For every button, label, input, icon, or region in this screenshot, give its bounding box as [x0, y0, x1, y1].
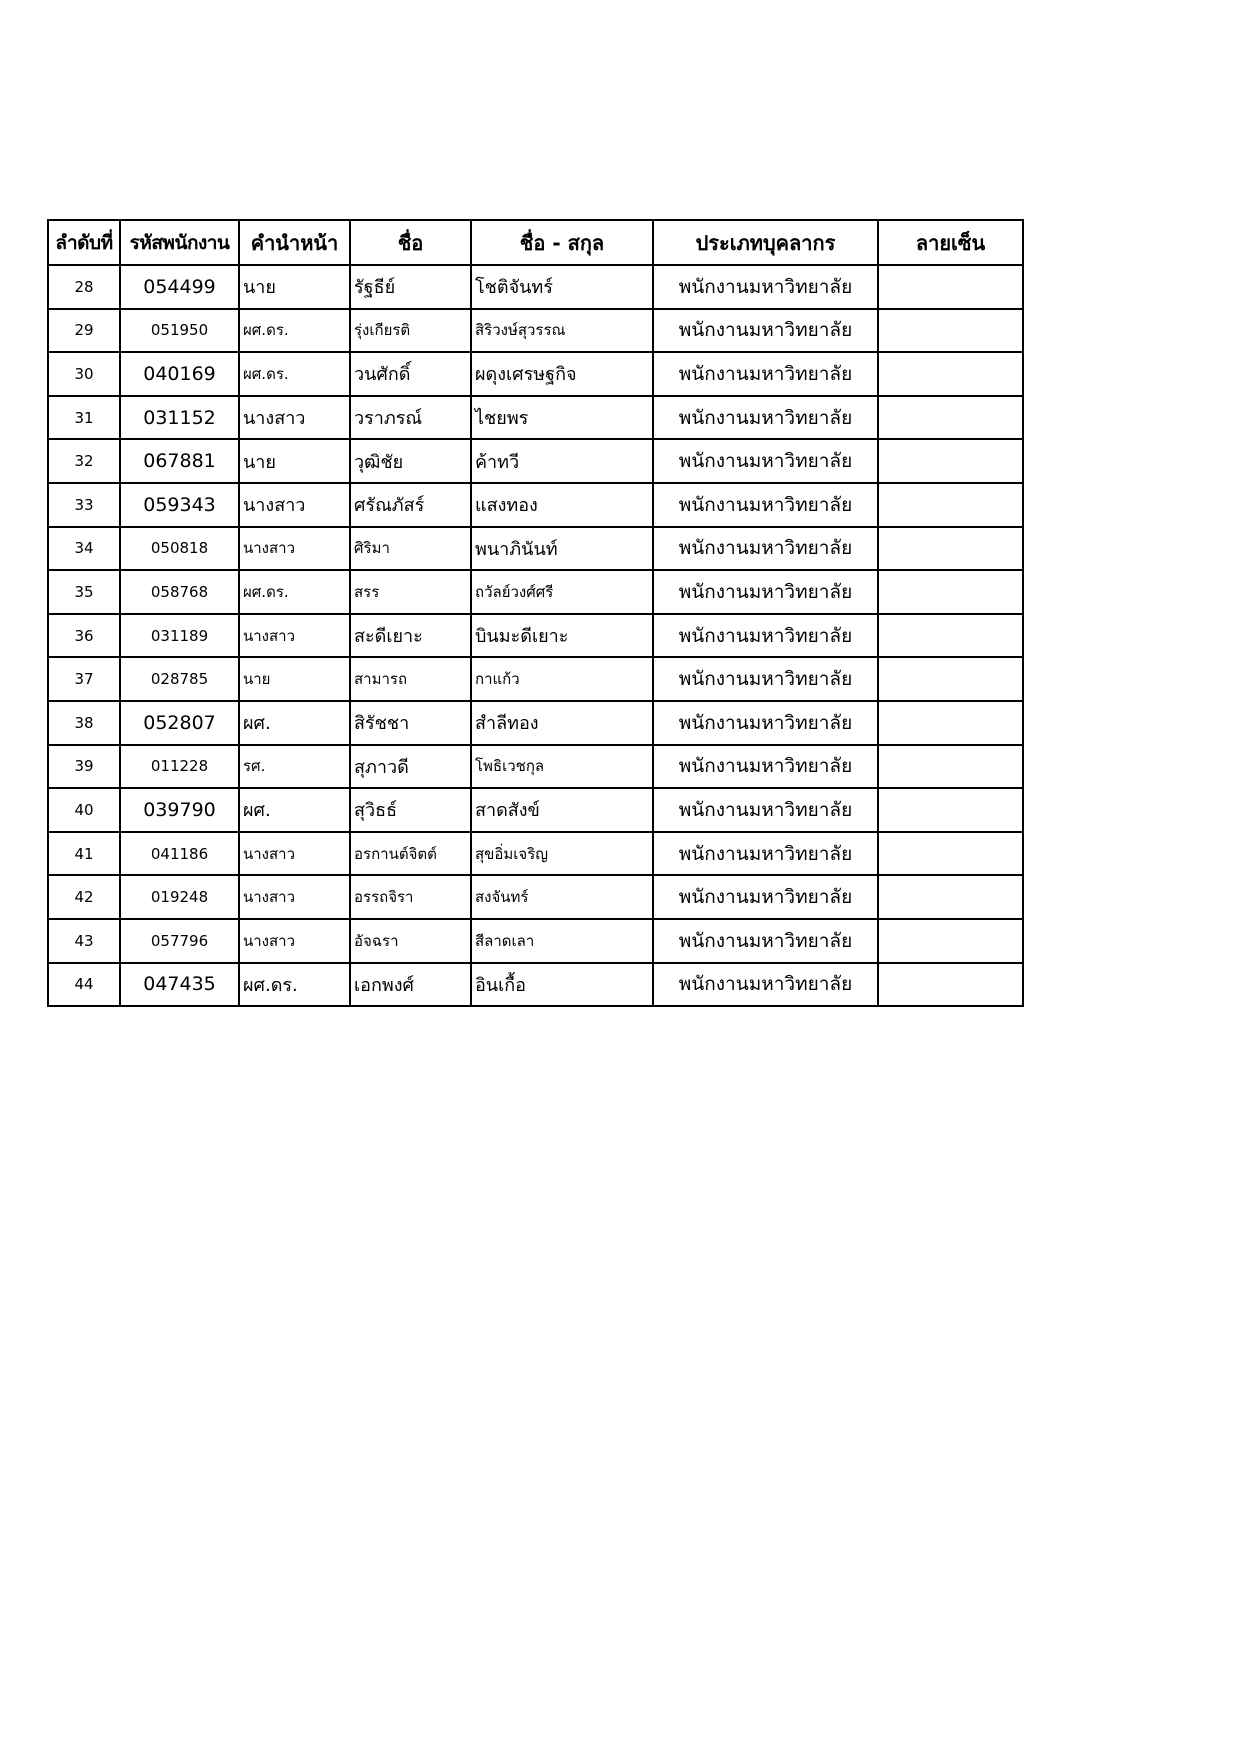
table-row — [48, 701, 1023, 745]
cell-personnel-type: พนักงานมหาวิทยาลัย — [653, 788, 878, 832]
cell-signature[interactable] — [878, 614, 1023, 658]
cell-signature[interactable] — [878, 527, 1023, 571]
table-row — [48, 788, 1023, 832]
cell-personnel-type: พนักงานมหาวิทยาลัย — [653, 919, 878, 963]
cell-signature[interactable] — [878, 788, 1023, 832]
cell-personnel-type: พนักงานมหาวิทยาลัย — [653, 483, 878, 527]
cell-personnel-type: พนักงานมหาวิทยาลัย — [653, 527, 878, 571]
cell-first-name: สะดีเยาะ — [350, 614, 471, 658]
table-row — [48, 352, 1023, 396]
header-title-prefix: คำนำหน้า — [239, 220, 350, 265]
cell-sequence-number: 28 — [48, 265, 120, 309]
cell-personnel-type: พนักงานมหาวิทยาลัย — [653, 657, 878, 701]
cell-title-prefix: ผศ.ดร. — [239, 963, 350, 1007]
header-personnel-type: ประเภทบุคลากร — [653, 220, 878, 265]
cell-last-name: สิริวงษ์สุวรรณ — [471, 309, 653, 353]
cell-title-prefix: ผศ. — [239, 788, 350, 832]
cell-employee-code: 019248 — [120, 875, 239, 919]
cell-sequence-number: 43 — [48, 919, 120, 963]
cell-last-name: ผดุงเศรษฐกิจ — [471, 352, 653, 396]
table-body — [48, 265, 1023, 1006]
table-row — [48, 745, 1023, 789]
cell-last-name: สีลาดเลา — [471, 919, 653, 963]
cell-sequence-number: 44 — [48, 963, 120, 1007]
cell-signature[interactable] — [878, 352, 1023, 396]
cell-last-name: กาแก้ว — [471, 657, 653, 701]
cell-title-prefix: ผศ. — [239, 701, 350, 745]
cell-employee-code: 059343 — [120, 483, 239, 527]
cell-employee-code: 031189 — [120, 614, 239, 658]
cell-personnel-type: พนักงานมหาวิทยาลัย — [653, 701, 878, 745]
cell-signature[interactable] — [878, 919, 1023, 963]
cell-title-prefix: นางสาว — [239, 919, 350, 963]
cell-title-prefix: ผศ.ดร. — [239, 352, 350, 396]
cell-employee-code: 040169 — [120, 352, 239, 396]
cell-first-name: สุวิธธ์ — [350, 788, 471, 832]
cell-personnel-type: พนักงานมหาวิทยาลัย — [653, 570, 878, 614]
cell-title-prefix: รศ. — [239, 745, 350, 789]
cell-title-prefix: นางสาว — [239, 483, 350, 527]
cell-signature[interactable] — [878, 963, 1023, 1007]
cell-personnel-type: พนักงานมหาวิทยาลัย — [653, 875, 878, 919]
header-sequence-number: ลำดับที่ — [48, 220, 120, 265]
cell-signature[interactable] — [878, 657, 1023, 701]
cell-employee-code: 052807 — [120, 701, 239, 745]
cell-title-prefix: นางสาว — [239, 832, 350, 876]
table-row — [48, 265, 1023, 309]
cell-employee-code: 031152 — [120, 396, 239, 440]
cell-personnel-type: พนักงานมหาวิทยาลัย — [653, 396, 878, 440]
cell-employee-code: 058768 — [120, 570, 239, 614]
table-header — [48, 220, 1023, 265]
cell-personnel-type: พนักงานมหาวิทยาลัย — [653, 745, 878, 789]
cell-sequence-number: 42 — [48, 875, 120, 919]
table-row — [48, 527, 1023, 571]
table-row — [48, 657, 1023, 701]
cell-last-name: สำลีทอง — [471, 701, 653, 745]
cell-sequence-number: 31 — [48, 396, 120, 440]
cell-last-name: บินมะดีเยาะ — [471, 614, 653, 658]
table-row — [48, 963, 1023, 1007]
cell-last-name: โพธิเวชกุล — [471, 745, 653, 789]
table-row — [48, 832, 1023, 876]
cell-sequence-number: 36 — [48, 614, 120, 658]
cell-sequence-number: 41 — [48, 832, 120, 876]
table-row — [48, 439, 1023, 483]
cell-sequence-number: 34 — [48, 527, 120, 571]
cell-sequence-number: 33 — [48, 483, 120, 527]
table-row — [48, 309, 1023, 353]
cell-signature[interactable] — [878, 439, 1023, 483]
cell-signature[interactable] — [878, 701, 1023, 745]
cell-employee-code: 039790 — [120, 788, 239, 832]
cell-first-name: ศิริมา — [350, 527, 471, 571]
cell-title-prefix: ผศ.ดร. — [239, 309, 350, 353]
cell-signature[interactable] — [878, 570, 1023, 614]
header-full-name: ชื่อ - สกุล — [471, 220, 653, 265]
cell-personnel-type: พนักงานมหาวิทยาลัย — [653, 963, 878, 1007]
cell-first-name: วราภรณ์ — [350, 396, 471, 440]
header-employee-code: รหัสพนักงาน — [120, 220, 239, 265]
cell-last-name: พนาภินันท์ — [471, 527, 653, 571]
cell-employee-code: 057796 — [120, 919, 239, 963]
cell-signature[interactable] — [878, 265, 1023, 309]
cell-first-name: สามารถ — [350, 657, 471, 701]
cell-last-name: โชติจันทร์ — [471, 265, 653, 309]
cell-signature[interactable] — [878, 483, 1023, 527]
cell-employee-code: 028785 — [120, 657, 239, 701]
cell-title-prefix: ผศ.ดร. — [239, 570, 350, 614]
cell-sequence-number: 30 — [48, 352, 120, 396]
header-first-name: ชื่อ — [350, 220, 471, 265]
cell-employee-code: 067881 — [120, 439, 239, 483]
cell-sequence-number: 39 — [48, 745, 120, 789]
table-row — [48, 483, 1023, 527]
cell-personnel-type: พนักงานมหาวิทยาลัย — [653, 309, 878, 353]
cell-personnel-type: พนักงานมหาวิทยาลัย — [653, 352, 878, 396]
cell-last-name: ไชยพร — [471, 396, 653, 440]
table-row — [48, 396, 1023, 440]
table-row — [48, 919, 1023, 963]
cell-personnel-type: พนักงานมหาวิทยาลัย — [653, 265, 878, 309]
cell-employee-code: 051950 — [120, 309, 239, 353]
cell-title-prefix: นางสาว — [239, 396, 350, 440]
cell-employee-code: 047435 — [120, 963, 239, 1007]
cell-first-name: สิรัชชา — [350, 701, 471, 745]
cell-first-name: อรกานต์จิตต์ — [350, 832, 471, 876]
cell-last-name: อินเกื้อ — [471, 963, 653, 1007]
cell-title-prefix: นางสาว — [239, 614, 350, 658]
cell-sequence-number: 32 — [48, 439, 120, 483]
cell-signature[interactable] — [878, 875, 1023, 919]
cell-sequence-number: 37 — [48, 657, 120, 701]
cell-personnel-type: พนักงานมหาวิทยาลัย — [653, 439, 878, 483]
cell-first-name: วนศักดิ์ — [350, 352, 471, 396]
cell-last-name: ถวัลย์วงศ์ศรี — [471, 570, 653, 614]
cell-title-prefix: นางสาว — [239, 527, 350, 571]
cell-last-name: แสงทอง — [471, 483, 653, 527]
cell-title-prefix: นาย — [239, 657, 350, 701]
cell-title-prefix: นาย — [239, 265, 350, 309]
cell-employee-code: 041186 — [120, 832, 239, 876]
cell-sequence-number: 40 — [48, 788, 120, 832]
cell-signature[interactable] — [878, 745, 1023, 789]
cell-first-name: รัฐธีย์ — [350, 265, 471, 309]
cell-first-name: สรร — [350, 570, 471, 614]
cell-personnel-type: พนักงานมหาวิทยาลัย — [653, 832, 878, 876]
cell-title-prefix: นางสาว — [239, 875, 350, 919]
cell-last-name: สงจันทร์ — [471, 875, 653, 919]
cell-last-name: ค้าทวี — [471, 439, 653, 483]
cell-first-name: อัจฉรา — [350, 919, 471, 963]
cell-sequence-number: 35 — [48, 570, 120, 614]
cell-employee-code: 011228 — [120, 745, 239, 789]
cell-signature[interactable] — [878, 309, 1023, 353]
cell-title-prefix: นาย — [239, 439, 350, 483]
cell-sequence-number: 29 — [48, 309, 120, 353]
table-row — [48, 570, 1023, 614]
table-row — [48, 875, 1023, 919]
table-row — [48, 614, 1023, 658]
cell-sequence-number: 38 — [48, 701, 120, 745]
staff-signature-table — [47, 219, 1024, 1007]
header-signature: ลายเซ็น — [878, 220, 1023, 265]
cell-signature[interactable] — [878, 396, 1023, 440]
cell-first-name: อรรถจิรา — [350, 875, 471, 919]
cell-last-name: สุขอิ่มเจริญ — [471, 832, 653, 876]
cell-personnel-type: พนักงานมหาวิทยาลัย — [653, 614, 878, 658]
cell-first-name: ศรัณภัสร์ — [350, 483, 471, 527]
cell-first-name: เอกพงศ์ — [350, 963, 471, 1007]
cell-first-name: วุฒิชัย — [350, 439, 471, 483]
cell-employee-code: 050818 — [120, 527, 239, 571]
cell-first-name: รุ่งเกียรติ — [350, 309, 471, 353]
header-row — [48, 220, 1023, 265]
cell-employee-code: 054499 — [120, 265, 239, 309]
cell-last-name: สาดสังข์ — [471, 788, 653, 832]
cell-signature[interactable] — [878, 832, 1023, 876]
cell-first-name: สุภาวดี — [350, 745, 471, 789]
